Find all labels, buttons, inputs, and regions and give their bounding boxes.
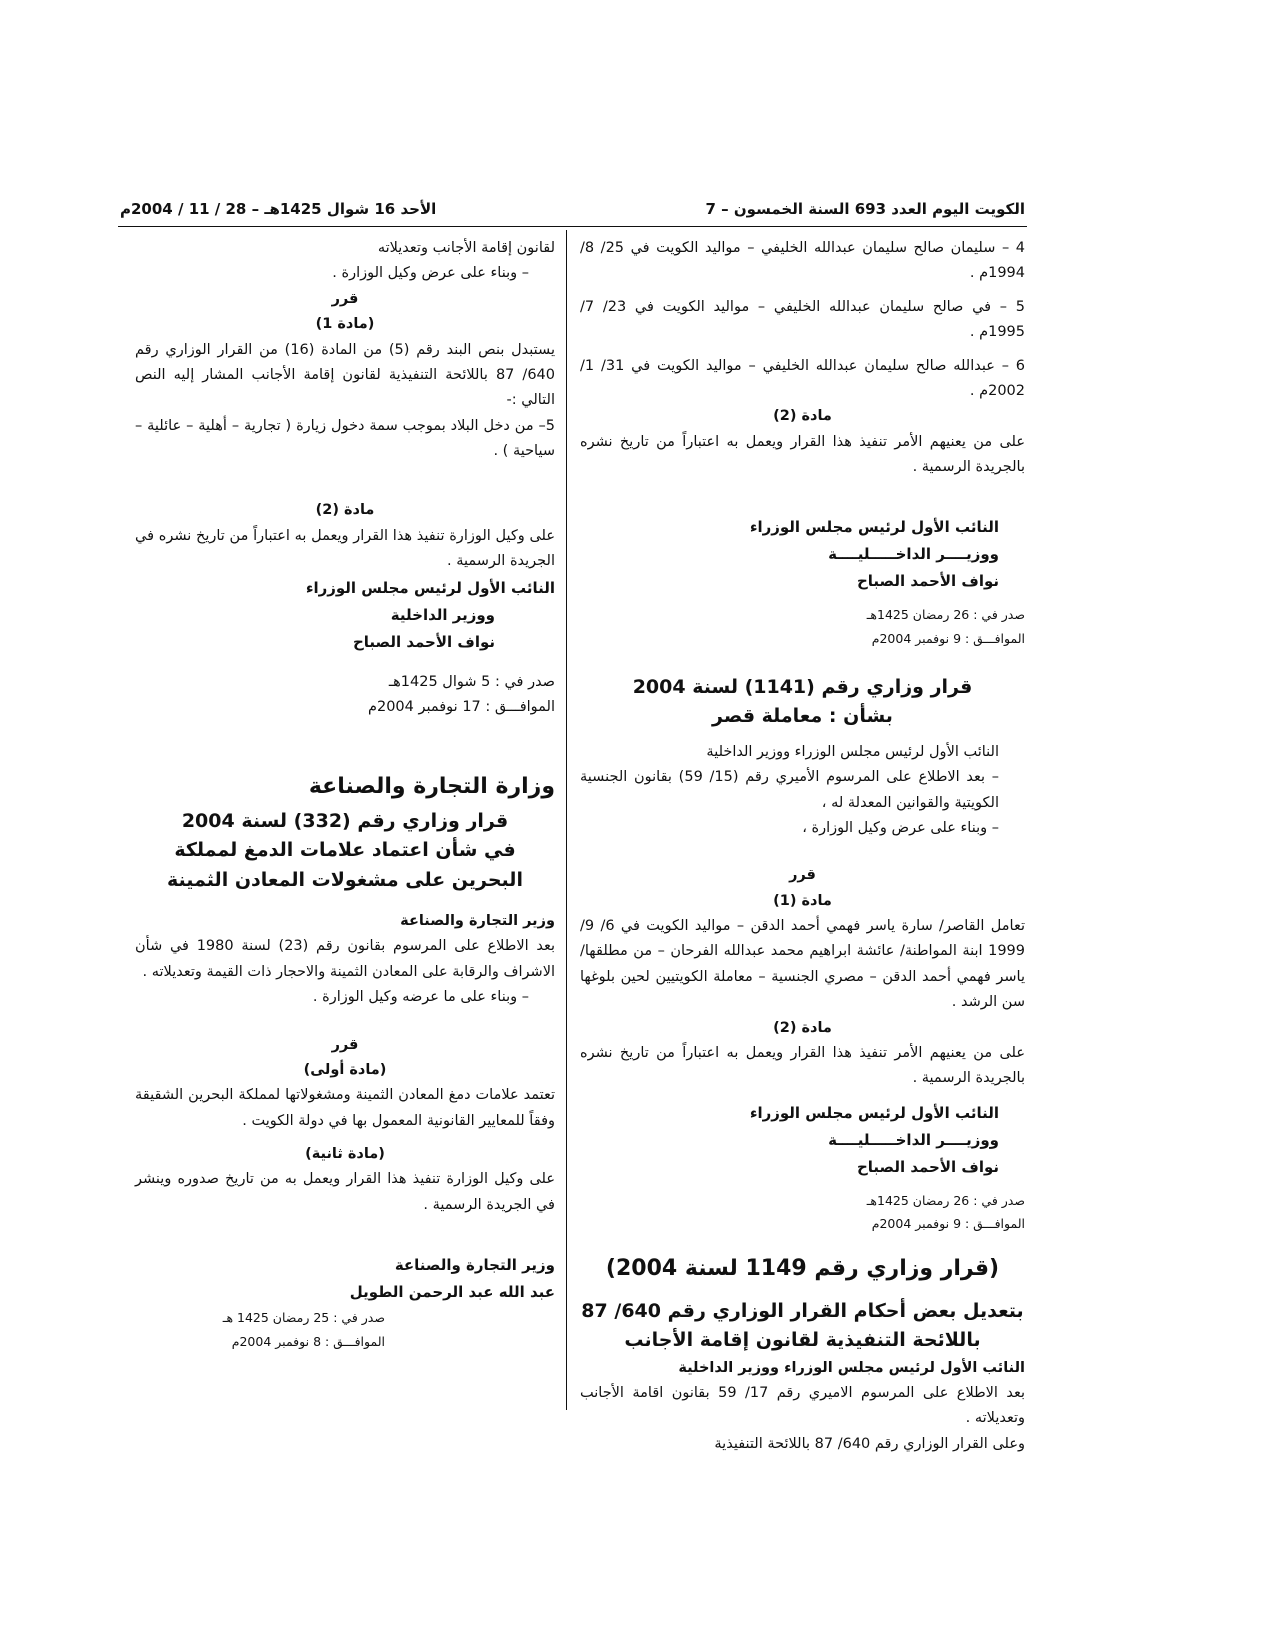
ministry-heading: وزارة التجارة والصناعة (308, 774, 555, 800)
issue-date-gregorian: الموافـــق : 8 نوفمبر 2004م (231, 1333, 385, 1349)
list-item-6: 6 – عبدالله صالح سليمان عبدالله الخليفي – مواليد الكويت في 31/ 1/ 2002م . (580, 357, 1025, 399)
issue-date-gregorian: الموافـــق : 17 نوفمبر 2004م (367, 698, 555, 715)
decided-heading: قرر (331, 290, 359, 307)
issue-date-gregorian: الموافـــق : 9 نوفمبر 2004م (871, 1216, 1025, 1232)
decree-1141-subject: بشأن : معاملة قصر (712, 705, 893, 728)
list-item-4: 4 – سليمان صالح سليمان عبدالله الخليفي – مواليد الكويت في 25/ 8/ 1994م . (580, 240, 1025, 282)
signature-block-3 (135, 575, 555, 656)
decree-1141-article-2-heading: مادة (2) (773, 1019, 832, 1036)
decree-332-authority: وزير التجارة والصناعة (400, 913, 555, 930)
decree-332-article-1-text: تعتمد علامات دمغ المعادن الثمينة ومشغولاتها لمملكة البحرين الشقيقة وفقاً للمعايير القانونية المعمول بها في دولة الكويت . (135, 1087, 555, 1129)
decree-1141-article-2-text: على من يعنيهم الأمر تنفيذ هذا القرار ويعمل به اعتباراً من تاريخ نشره بالجريدة الرسمية . (580, 1044, 1025, 1087)
signature-name: عبد الله عبد الرحمن الطويل (349, 1283, 555, 1302)
article-1-text: يستبدل بنص البند رقم (5) من المادة (16) من القرار الوزاري رقم 640/ 87 باللائحة التنفيذية لقانون إقامة الأجانب المشار إليه النص التالي :- (135, 341, 556, 409)
page-header-date: الأحد 16 شوال 1425هـ – 28 / 11 / 2004م (120, 200, 437, 218)
decree-1141-preamble-1: – بعد الاطلاع على المرسوم الأميري رقم (15/ 59) بقانون الجنسية الكويتية والقوانين المعدلة له ، (580, 769, 999, 811)
page-header-issue: الكويت اليوم العدد 693 السنة الخمسون – 7 (705, 200, 1025, 218)
left-column (135, 236, 555, 1354)
decree-332-preamble-1: بعد الاطلاع على المرسوم بقانون رقم (23) لسنة 1980 في شأن الاشراف والرقابة على المعادن الثمينة والاحجار ذات القيمة وتعديلاته . (135, 938, 555, 980)
issue-date-1 (580, 603, 1025, 651)
issue-date-gregorian: الموافـــق : 9 نوفمبر 2004م (871, 631, 1025, 647)
article-2-text: على وكيل الوزارة تنفيذ هذا القرار ويعمل به اعتباراً من تاريخ نشره في الجريدة الرسمية . (135, 527, 555, 570)
signature-block-2 (580, 1100, 1025, 1181)
decree-1141-title: قرار وزاري رقم (1141) لسنة 2004 (632, 675, 973, 698)
signature-title: وزير التجارة والصناعة (394, 1256, 555, 1275)
decree-1141-decided: قرر (789, 867, 816, 884)
decree-332-article-2-heading: (مادة ثانية) (305, 1146, 385, 1163)
decree-332-preamble-2: – وبناء على ما عرضه وكيل الوزارة . (312, 989, 529, 1006)
decree-332-decided: قرر (331, 1036, 359, 1053)
decree-1149-subject-line-1: بتعديل بعض أحكام القرار الوزاري رقم 640/ 87 (581, 1299, 1024, 1322)
signature-name: نواف الأحمد الصباح (856, 1157, 999, 1176)
signature-title: النائب الأول لرئيس مجلس الوزراء (749, 518, 999, 537)
signature-ministry: ووزيــــر الداخـــــليــــة (828, 1130, 999, 1149)
article-2-heading: مادة (2) (773, 408, 832, 425)
signature-block-4 (135, 1252, 555, 1306)
issue-date-hijri: صدر في : 5 شوال 1425هـ (388, 673, 555, 690)
decree-332-subject-line-1: في شأن اعتماد علامات الدمغ لمملكة (174, 839, 516, 862)
signature-title: النائب الأول لرئيس مجلس الوزراء (305, 578, 555, 597)
signature-title: النائب الأول لرئيس مجلس الوزراء (749, 1103, 999, 1122)
decree-332-article-1-heading: (مادة أولى) (303, 1061, 387, 1078)
signature-ministry: ووزيــــر الداخـــــليــــة (828, 545, 999, 564)
article-2-heading: مادة (2) (315, 502, 375, 519)
column-divider (566, 230, 567, 1410)
issue-date-3 (135, 670, 555, 721)
decree-1141-preamble-2: – وبناء على عرض وكيل الوزارة ، (802, 819, 999, 836)
decree-1149-subject-line-2: باللائحة التنفيذية لقانون إقامة الأجانب (624, 1329, 981, 1352)
signature-name: نواف الأحمد الصباح (352, 632, 495, 651)
article-2-text: على من يعنيهم الأمر تنفيذ هذا القرار ويعمل به اعتباراً من تاريخ نشره بالجريدة الرسمية . (580, 433, 1025, 475)
issue-date-2 (580, 1189, 1025, 1237)
article-1-item-5: 5– من دخل البلاد بموجب سمة دخول زيارة ( تجارية – أهلية – عائلية – سياحية ) . (135, 417, 555, 459)
signature-block-1 (580, 514, 1025, 595)
right-column (580, 236, 1025, 1457)
continued-text-1: لقانون إقامة الأجانب وتعديلاته (377, 240, 555, 256)
issue-date-hijri: صدر في : 25 رمضان 1425 هـ (222, 1310, 385, 1326)
continued-text-2: – وبناء على عرض وكيل الوزارة . (332, 265, 529, 282)
article-1-heading: (مادة 1) (315, 316, 375, 333)
decree-332-article-2-text: على وكيل الوزارة تنفيذ هذا القرار ويعمل به من تاريخ صدوره وينشر في الجريدة الرسمية . (135, 1171, 555, 1213)
decree-1141-article-1-text: تعامل القاصر/ سارة ياسر فهمي أحمد الدقن – مواليد الكويت في 6/ 9/ 1999 ابنة المواطنة/ عائشة ابراهيم محمد عبدالله الفرحان – من مطلقها/ ياسر فهمي أحمد الدقن – مصري الجنسية – معاملة الكويتيين لحين بلوغها سن الرشد . (580, 918, 1025, 1011)
issue-date-hijri: صدر في : 26 رمضان 1425هـ (866, 1192, 1025, 1208)
list-item-5: 5 – في صالح سليمان عبدالله الخليفي – مواليد الكويت في 23/ 7/ 1995م . (580, 298, 1025, 341)
decree-332-title: قرار وزاري رقم (332) لسنة 2004 (181, 809, 509, 832)
decree-332-subject-line-2: البحرين على مشغولات المعادن الثمينة (167, 868, 523, 891)
decree-1149-preamble-2: وعلى القرار الوزاري رقم 640/ 87 باللائحة التنفيذية (714, 1435, 1025, 1452)
decree-1149-preamble-1: بعد الاطلاع على المرسوم الاميري رقم 17/ 59 بقانون اقامة الأجانب وتعديلاته . (580, 1384, 1025, 1427)
decree-1149-authority: النائب الأول لرئيس مجلس الوزراء ووزير الداخلية (678, 1359, 1025, 1376)
signature-ministry: ووزير الداخلية (390, 605, 495, 624)
header-divider (118, 226, 1027, 227)
issue-date-hijri: صدر في : 26 رمضان 1425هـ (866, 607, 1025, 623)
decree-1141-article-1-heading: مادة (1) (773, 892, 832, 909)
decree-1141-authority: النائب الأول لرئيس مجلس الوزراء ووزير الداخلية (706, 743, 999, 760)
signature-name: نواف الأحمد الصباح (856, 572, 999, 591)
decree-1149-title: (قرار وزاري رقم 1149 لسنة 2004) (605, 1256, 1000, 1282)
issue-date-4 (135, 1306, 555, 1354)
